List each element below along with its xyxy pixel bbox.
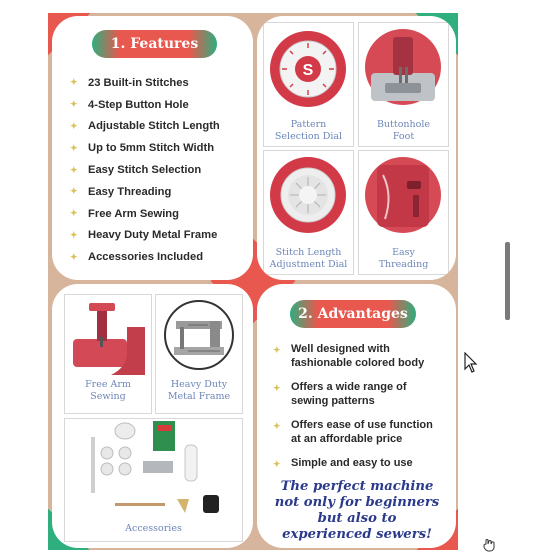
feature-item bbox=[70, 246, 220, 268]
diamond-bullet-icon: ✦ bbox=[70, 77, 78, 88]
feature-item bbox=[70, 94, 220, 116]
feature-item bbox=[70, 225, 220, 247]
feature-item bbox=[70, 203, 220, 225]
features-title: 1. Features bbox=[92, 30, 217, 58]
advantage-item bbox=[273, 380, 453, 408]
buttonhole-foot-caption bbox=[359, 119, 448, 142]
slogan-line: The perfect machine bbox=[280, 479, 434, 494]
caption-line: Free Arm bbox=[85, 379, 131, 390]
diamond-bullet-icon: ✦ bbox=[70, 164, 78, 175]
buttonhole-foot-tile bbox=[358, 22, 449, 147]
feature-label: Up to 5mm Stitch Width bbox=[88, 142, 215, 155]
caption-line: Easy bbox=[392, 247, 415, 258]
diamond-bullet-icon: ✦ bbox=[70, 208, 78, 219]
feature-label: Accessories Included bbox=[88, 251, 204, 264]
free-arm-caption bbox=[65, 379, 151, 402]
stitch-length-dial-tile bbox=[263, 150, 354, 275]
diamond-bullet-icon: ✦ bbox=[70, 251, 78, 262]
feature-item bbox=[70, 72, 220, 94]
feature-label: Heavy Duty Metal Frame bbox=[88, 229, 218, 242]
caption-line: Sewing bbox=[90, 390, 126, 402]
feature-item bbox=[70, 116, 220, 138]
advantage-item bbox=[273, 418, 453, 446]
advantage-text: Offers ease of use function at an affordable price bbox=[291, 419, 433, 445]
feature-item bbox=[70, 137, 220, 159]
feature-label: Easy Stitch Selection bbox=[88, 164, 202, 177]
advantage-text: Offers a wide range of sewing patterns bbox=[291, 381, 407, 407]
diamond-bullet-icon: ✦ bbox=[70, 142, 78, 153]
metal-frame-photo bbox=[160, 297, 238, 379]
slogan bbox=[263, 479, 451, 543]
pattern-dial-tile bbox=[263, 22, 354, 147]
caption-line: Adjustment Dial bbox=[269, 258, 348, 270]
advantages-title: 2. Advantages bbox=[290, 300, 416, 328]
caption-line: Selection Dial bbox=[274, 130, 343, 142]
mouse-pointer-icon bbox=[464, 352, 478, 374]
caption-line: Foot bbox=[392, 130, 415, 142]
feature-label: Adjustable Stitch Length bbox=[88, 120, 220, 133]
feature-label: Easy Threading bbox=[88, 185, 172, 198]
stitch-length-dial-caption bbox=[264, 247, 353, 270]
caption-line: Buttonhole bbox=[376, 119, 431, 130]
feature-photos-panel bbox=[257, 16, 456, 280]
diamond-bullet-icon: ✦ bbox=[70, 229, 78, 240]
caption-line: Threading bbox=[378, 258, 429, 270]
accessories-photo bbox=[85, 421, 225, 521]
advantage-item bbox=[273, 342, 453, 370]
diamond-bullet-icon: ✦ bbox=[70, 120, 78, 131]
slogan-line: not only for beginners bbox=[274, 495, 440, 510]
feature-label: 23 Built-in Stitches bbox=[88, 76, 189, 89]
feature-label: 4-Step Button Hole bbox=[88, 98, 189, 111]
advantage-text: Simple and easy to use bbox=[291, 457, 413, 469]
advantage-text: Well designed with fashionable colored body bbox=[291, 343, 425, 369]
advantages-panel bbox=[257, 284, 456, 548]
diamond-bullet-icon: ✦ bbox=[70, 186, 78, 197]
hand-cursor-icon bbox=[482, 538, 496, 552]
product-infographic bbox=[48, 13, 458, 550]
free-arm-tile bbox=[64, 294, 152, 414]
pattern-dial-caption bbox=[264, 119, 353, 142]
vertical-scrollbar[interactable] bbox=[505, 242, 510, 320]
caption-line: Heavy Duty bbox=[170, 379, 228, 390]
features-list bbox=[70, 72, 220, 268]
caption-line: Stitch Length bbox=[275, 247, 342, 258]
feature-item bbox=[70, 181, 220, 203]
features-panel bbox=[52, 16, 253, 280]
diamond-bullet-icon: ✦ bbox=[273, 383, 281, 393]
extra-photos-panel bbox=[52, 284, 253, 548]
accessories-caption: Accessories bbox=[125, 523, 182, 534]
feature-item bbox=[70, 159, 220, 181]
easy-threading-caption bbox=[359, 247, 448, 270]
pattern-dial-photo bbox=[268, 27, 348, 115]
advantage-item bbox=[273, 456, 453, 471]
easy-threading-tile bbox=[358, 150, 449, 275]
accessories-tile bbox=[64, 418, 243, 542]
feature-label: Free Arm Sewing bbox=[88, 207, 179, 220]
threading-photo bbox=[363, 155, 443, 243]
buttonhole-foot-photo bbox=[363, 27, 443, 115]
metal-frame-tile bbox=[155, 294, 243, 414]
dial-letter: S bbox=[302, 62, 314, 79]
metal-frame-caption bbox=[156, 379, 242, 402]
stitch-length-dial-photo bbox=[268, 155, 348, 243]
advantages-list bbox=[273, 342, 453, 481]
diamond-bullet-icon: ✦ bbox=[273, 345, 281, 355]
free-arm-photo bbox=[69, 297, 147, 379]
slogan-line: experienced sewers! bbox=[282, 527, 432, 542]
caption-line: Pattern bbox=[290, 119, 327, 130]
caption-line: Metal Frame bbox=[167, 390, 231, 402]
diamond-bullet-icon: ✦ bbox=[273, 421, 281, 431]
diamond-bullet-icon: ✦ bbox=[273, 459, 281, 469]
slogan-line: but also to bbox=[317, 511, 397, 526]
diamond-bullet-icon: ✦ bbox=[70, 99, 78, 110]
